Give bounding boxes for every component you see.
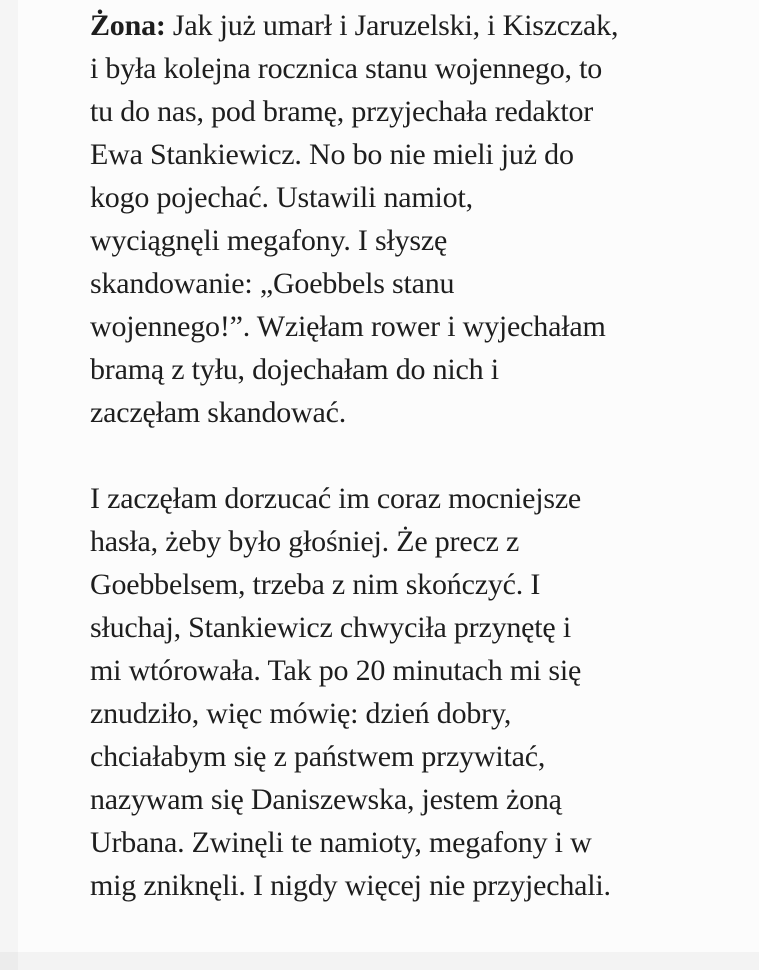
text-line: I zaczęłam dorzucać im coraz mocniejsze [90,482,582,515]
text-line [90,4,690,47]
text-line: wyciągnęli megafony. I słyszę [90,224,448,257]
text-line: słuchaj, Stankiewicz chwyciła przynętę i [90,611,571,644]
text-line: nazywam się Daniszewska, jestem żoną [90,783,562,816]
text-line: zaczęłam skandować. [90,396,347,429]
text-line: chciałabym się z państwem przywitać, [90,740,546,773]
text-line: kogo pojechać. Ustawili namiot, [90,181,473,214]
text-line: hasła, żeby było głośniej. Że precz z [90,525,520,558]
text-line: Goebbelsem, trzeba z nim skończyć. I [90,568,541,601]
line-text: Jak już umarł i Jaruzelski, i Kiszczak, [172,9,619,42]
text-line: bramą z tyłu, dojechałam do nich i [90,353,499,386]
text-line: i była kolejna rocznica stanu wojennego, to [90,52,603,85]
text-line: znudziło, więc mówię: dzień dobry, [90,697,512,730]
paragraph-2 [90,477,690,907]
text-line: Urbana. Zwinęli te namioty, megafony i w [90,826,592,859]
paragraph-1 [90,4,690,434]
text-line: tu do nas, pod bramę, przyjechała redaktor [90,95,594,128]
page-left-edge-shade [0,0,18,970]
text-line: skandowanie: „Goebbels stanu [90,267,455,300]
text-line: Ewa Stankiewicz. No bo nie mieli już do [90,138,574,171]
text-line: mig zniknęli. I nigdy więcej nie przyjechali. [90,869,611,902]
text-line: mi wtórowała. Tak po 20 minutach mi się [90,654,582,687]
interview-text-block [90,4,690,907]
speaker-label: Żona: [90,9,166,42]
text-line: wojennego!”. Wzięłam rower i wyjechałam [90,310,606,343]
page-bottom-edge-shade [0,952,759,970]
